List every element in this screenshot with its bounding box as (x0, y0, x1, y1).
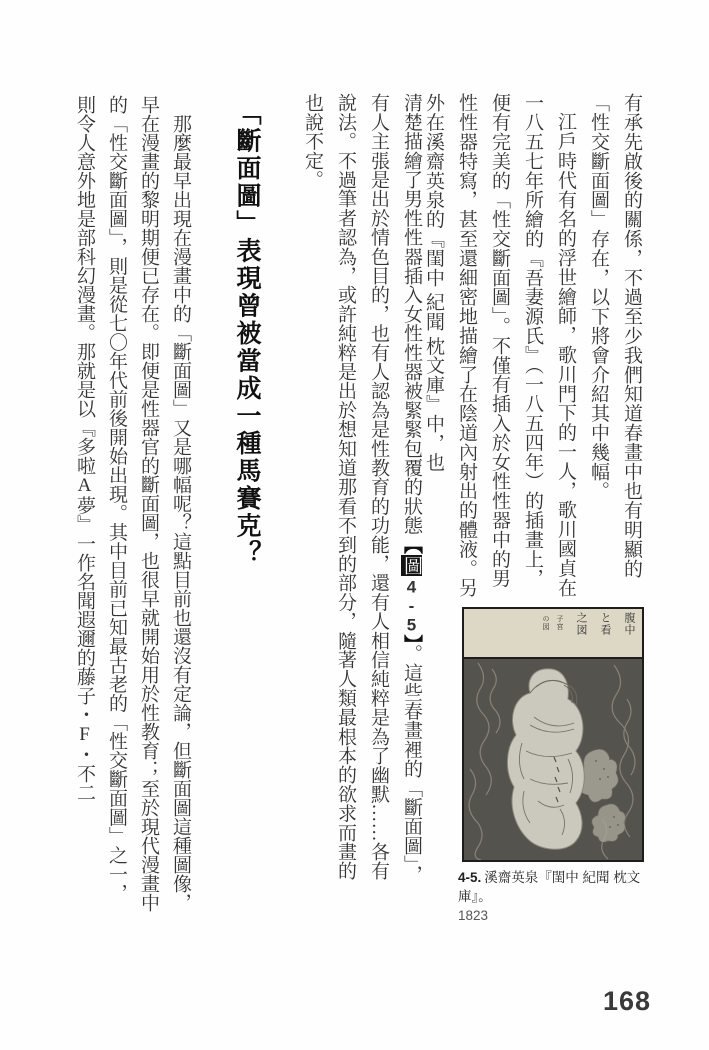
paragraph: 那麼最早出現在漫畫中的「斷面圖」又是哪幅呢？這點目前也還沒有定論，但斷面圖這種圖像，早在漫畫的黎明期便已存在。即便是性器官的斷面圖，也很早就開始用於性教育；至於現代漫畫中的「性交斷面圖」，則是從七〇年代前後開始出現。其中目前已知最古老的「性交斷面圖」之一，則令人意外地是部科幻漫畫。那就是以『多啦A夢』一作名聞遐邇的藤子・F・不二 (74, 95, 191, 912)
history-text-block (56, 95, 196, 919)
ukiyoe-print-image (464, 659, 642, 860)
figure-4-5 (462, 607, 644, 862)
ukiyoe-title-banner (464, 609, 642, 659)
paragraph: 有承先啟後的關係，不過至少我們知道春畫中也有明顯的「性交斷面圖」存在，以下將會介紹其中幾幅。 (588, 93, 642, 578)
figure-caption (458, 868, 673, 925)
section-heading: 「斷面圖」表現曾被當成一種馬賽克？ (233, 100, 260, 568)
banner-text-column: と看 (599, 612, 611, 636)
figure-ref-4-5: 【圖4-5】 (401, 534, 422, 644)
banner-text-column: の図 (542, 615, 550, 631)
banner-text-column: 之図 (575, 612, 587, 636)
figure-caption-year: 1823 (458, 908, 489, 923)
banner-text-column: 腹中 (623, 612, 635, 636)
paragraph: 江戶時代有名的浮世繪師，歌川門下的一人，歌川國貞在一八五七年所繪的『吾妻源氏』（一八五四年）的插畫上，便有完美的「性交斷面圖」。不僅有插入於女性性器中的男性性器特寫，甚至還細密地描繪了在陰道內射出的體液。另外在溪齋英泉的『閨中 紀聞 枕文庫』中，也 (423, 93, 576, 598)
intro-text-right-block (412, 93, 648, 605)
intro-text-left-block (288, 93, 428, 885)
figure-caption-number: 4-5. (458, 870, 482, 885)
banner-text-column: 子宮 (556, 615, 564, 631)
page-number: 168 (603, 986, 652, 1016)
figure-caption-title: 溪齋英泉『閨中 紀聞 枕文庫』。 (458, 870, 641, 904)
paragraph: 清楚描繪了男性性器插入女性性器被緊緊包覆的狀態【圖4-5】。這些春畫裡的「斷面圖」，有人主張是出於情色目的，也有人認為是性教育的功能，還有人相信純粹是為了幽默……各有說法。不過筆者認為，或許純粹是出於想知道那看不到的部分，隨著人類最根本的欲求而畫的也說不定。 (302, 93, 422, 884)
